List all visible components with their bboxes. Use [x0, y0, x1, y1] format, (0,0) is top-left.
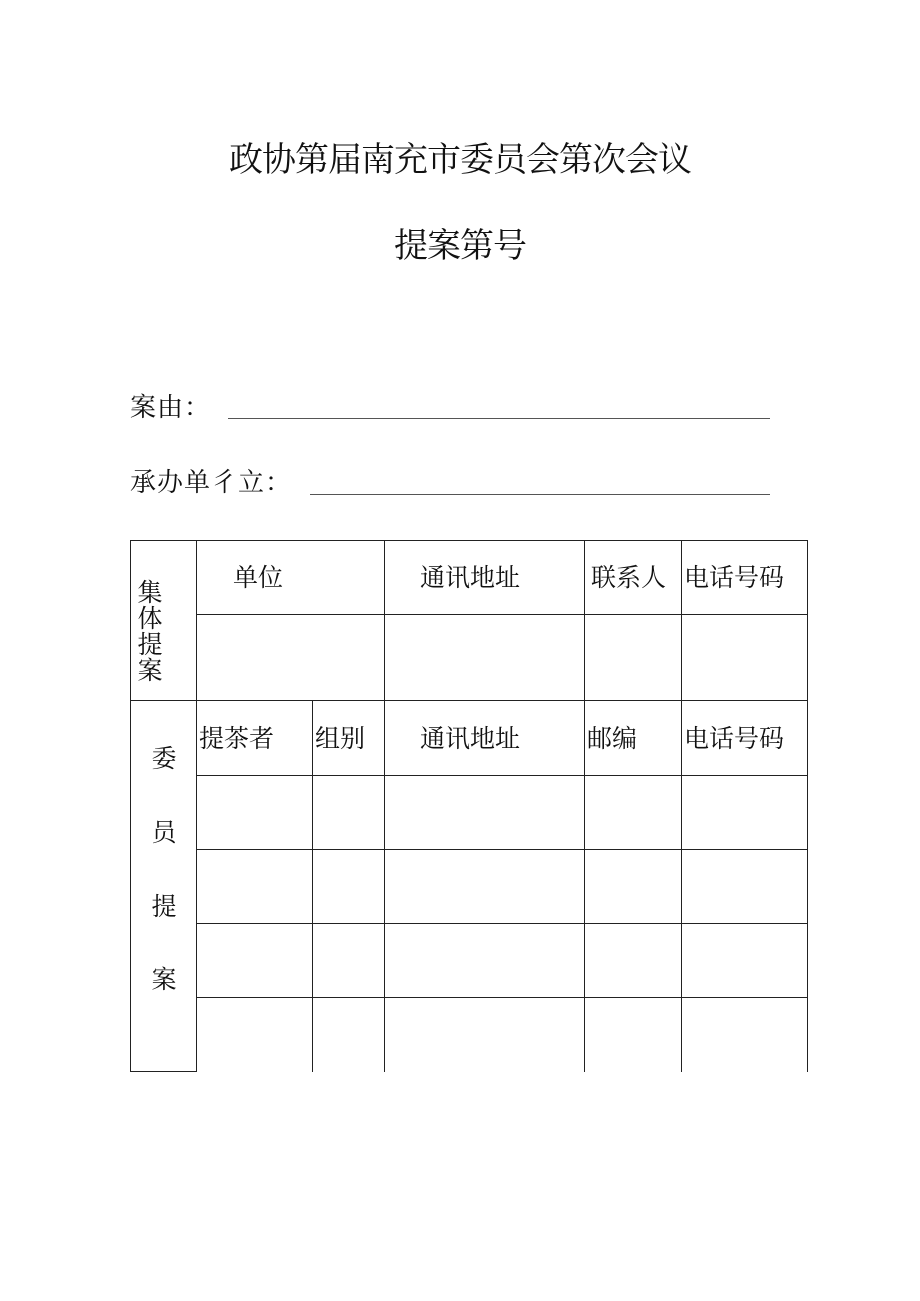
table-divider: [312, 700, 313, 1072]
table-divider: [196, 775, 808, 776]
handler-field[interactable]: [310, 494, 770, 495]
proposal-number-title: 提案第号: [394, 226, 526, 266]
table-border-right: [807, 540, 808, 1072]
header-address: 通讯地址: [420, 563, 521, 592]
collective-side-char: 集: [137, 578, 163, 607]
table-border-top: [130, 540, 808, 541]
member-side-char: 案: [151, 965, 177, 994]
header-phone: 电话号码: [684, 724, 785, 753]
member-side-char: 提: [151, 892, 177, 921]
table-divider: [196, 923, 808, 924]
table-divider: [196, 997, 808, 998]
page-title: 政协第届南充市委员会第次会议: [229, 140, 691, 180]
header-group: 组别: [315, 724, 366, 753]
table-cell[interactable]: [385, 615, 584, 700]
collective-side-char: 案: [137, 656, 163, 685]
header-postcode: 邮编: [587, 724, 638, 753]
handler-label: 承办单彳立：: [130, 468, 293, 498]
header-address: 通讯地址: [420, 724, 521, 753]
header-unit: 单位: [233, 563, 284, 592]
reason-label: 案由：: [130, 393, 212, 423]
table-cell[interactable]: [197, 615, 384, 700]
header-proposer: 提茶者: [199, 724, 275, 753]
collective-side-char: 提: [137, 630, 163, 659]
table-cell[interactable]: [682, 615, 807, 700]
collective-side-char: 体: [137, 604, 163, 633]
header-contact: 联系人: [591, 563, 667, 592]
table-border-bottom: [130, 1071, 197, 1072]
member-side-char: 委: [151, 744, 177, 773]
table-cell[interactable]: [585, 615, 681, 700]
table-divider: [130, 700, 808, 701]
reason-field[interactable]: [228, 418, 770, 419]
header-phone: 电话号码: [684, 563, 785, 592]
member-side-char: 员: [151, 818, 177, 847]
table-divider: [196, 849, 808, 850]
